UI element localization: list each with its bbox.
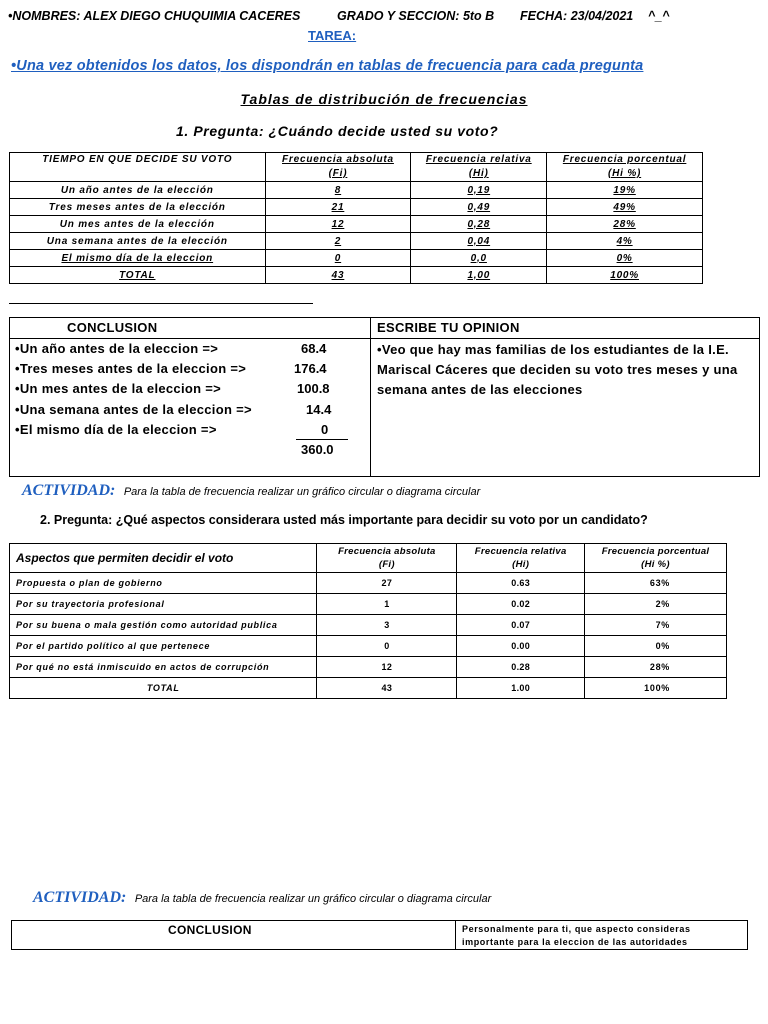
frequency-table-1 — [9, 152, 703, 284]
cell-fi: 0 — [317, 636, 457, 657]
opinion-title: ESCRIBE TU OPINION — [377, 320, 520, 335]
column-divider — [370, 318, 371, 476]
header-cell: Frecuencia porcentual (Hi %) — [547, 153, 703, 182]
frequency-table-2 — [9, 543, 727, 699]
conclusion-item-label: •El mismo día de la eleccion => — [15, 422, 217, 437]
cell-fi: 27 — [317, 573, 457, 594]
conclusion-2-title: CONCLUSION — [168, 923, 252, 937]
row-label: El mismo día de la eleccion — [10, 250, 266, 267]
cell-hi: 1.00 — [457, 678, 585, 699]
table-row — [10, 199, 703, 216]
cell-fi: 2 — [265, 233, 411, 250]
row-label: TOTAL — [10, 267, 266, 284]
conclusion-item-value: 68.4 — [301, 341, 327, 356]
row-label: Por su buena o mala gestión como autoridad publica — [10, 615, 317, 636]
table-total-row — [10, 267, 703, 284]
cell-hi: 0,0 — [411, 250, 547, 267]
conclusion-item-label: •Un año antes de la eleccion => — [15, 341, 219, 356]
row-label: Una semana antes de la elección — [10, 233, 266, 250]
table-row — [10, 573, 727, 594]
cell-hi: 0,49 — [411, 199, 547, 216]
conclusion-item-label: •Un mes antes de la eleccion => — [15, 381, 222, 396]
cell-pct: 100% — [547, 267, 703, 284]
date: FECHA: 23/04/2021 — [520, 9, 634, 23]
table-row — [10, 250, 703, 267]
section-subtitle: Tablas de distribución de frecuencias — [240, 91, 528, 107]
row-label: Por su trayectoria profesional — [10, 594, 317, 615]
cell-fi: 8 — [265, 182, 411, 199]
table-row — [10, 636, 727, 657]
cell-pct: 28% — [547, 216, 703, 233]
cell-hi: 0,04 — [411, 233, 547, 250]
row-label: Por qué no está inmiscuido en actos de corrupción — [10, 657, 317, 678]
cell-fi: 12 — [265, 216, 411, 233]
activity-label: ACTIVIDAD: — [22, 482, 116, 499]
student-name: •NOMBRES: ALEX DIEGO CHUQUIMIA CACERES — [8, 9, 301, 23]
conclusion-item-value: 14.4 — [306, 402, 332, 417]
cell-hi: 0,28 — [411, 216, 547, 233]
header-cell: Frecuencia absoluta (Fi) — [265, 153, 411, 182]
cell-pct: 63% — [585, 573, 727, 594]
cell-pct: 100% — [585, 678, 727, 699]
cell-fi: 3 — [317, 615, 457, 636]
cell-fi: 1 — [317, 594, 457, 615]
cell-pct: 0% — [547, 250, 703, 267]
row-label: Un año antes de la elección — [10, 182, 266, 199]
activity-text: Para la tabla de frecuencia realizar un gráfico circular o diagrama circular — [134, 893, 492, 905]
conclusion-total: 360.0 — [301, 442, 334, 457]
row-label: Un mes antes de la elección — [10, 216, 266, 233]
conclusion-item-label: •Una semana antes de la eleccion => — [15, 402, 252, 417]
table-row — [10, 233, 703, 250]
table-row — [10, 594, 727, 615]
cell-hi: 1,00 — [411, 267, 547, 284]
conclusion-box-2 — [11, 920, 748, 950]
column-divider — [455, 921, 456, 949]
table-total-row — [10, 678, 727, 699]
conclusion-item-label: •Tres meses antes de la eleccion => — [15, 361, 247, 376]
cell-hi: 0,19 — [411, 182, 547, 199]
activity-1 — [22, 482, 480, 500]
row-label: Propuesta o plan de gobierno — [10, 573, 317, 594]
activity-text: Para la tabla de frecuencia realizar un gráfico circular o diagrama circular — [123, 486, 481, 498]
conclusion-opinion-box — [9, 317, 760, 477]
question-1: 1. Pregunta: ¿Cuándo decide usted su voto? — [176, 123, 499, 139]
cell-pct: 4% — [547, 233, 703, 250]
cell-pct: 2% — [585, 594, 727, 615]
header-cell: TIEMPO EN QUE DECIDE SU VOTO — [10, 153, 266, 182]
header-cell: Frecuencia relativa (Hi) — [411, 153, 547, 182]
sum-line — [296, 439, 348, 440]
cell-hi: 0.00 — [457, 636, 585, 657]
cell-fi: 43 — [265, 267, 411, 284]
table-header-row — [10, 153, 703, 182]
instruction-text: •Una vez obtenidos los datos, los dispondrán en tablas de frecuencia para cada pregunta — [11, 58, 644, 74]
cell-fi: 12 — [317, 657, 457, 678]
cell-pct: 49% — [547, 199, 703, 216]
row-label: TOTAL — [10, 678, 317, 699]
activity-label: ACTIVIDAD: — [33, 889, 127, 906]
question-2: 2. Pregunta: ¿Qué aspectos considerara usted más importante para decidir su voto por un candidato? — [40, 513, 648, 527]
conclusion-item-value: 0 — [321, 422, 329, 437]
cell-fi: 21 — [265, 199, 411, 216]
cell-hi: 0.28 — [457, 657, 585, 678]
tarea-label: TAREA: — [308, 28, 357, 43]
grade-section: GRADO Y SECCION: 5to B — [337, 9, 495, 23]
table-header-row — [10, 544, 727, 573]
cell-pct: 19% — [547, 182, 703, 199]
header-divider — [10, 338, 759, 339]
opinion-text: •Veo que hay mas familias de los estudiantes de la I.E. Mariscal Cáceres que deciden su voto tres meses y una semana antes de las elecciones — [377, 342, 738, 397]
divider — [9, 303, 313, 304]
header-cell: Frecuencia porcentual (Hi %) — [585, 544, 727, 573]
header-cell: Frecuencia relativa (Hi) — [457, 544, 585, 573]
conclusion-title: CONCLUSION — [67, 320, 158, 335]
table-row — [10, 615, 727, 636]
emoticon: ^_^ — [648, 9, 670, 23]
table-row — [10, 182, 703, 199]
cell-pct: 7% — [585, 615, 727, 636]
conclusion-item-value: 176.4 — [294, 361, 327, 376]
cell-hi: 0.07 — [457, 615, 585, 636]
table-row — [10, 657, 727, 678]
table-row — [10, 216, 703, 233]
cell-fi: 43 — [317, 678, 457, 699]
cell-hi: 0.63 — [457, 573, 585, 594]
row-label: Por el partido político al que pertenece — [10, 636, 317, 657]
header-cell: Frecuencia absoluta (Fi) — [317, 544, 457, 573]
conclusion-2-prompt: Personalmente para ti, que aspecto consideras importante para la eleccion de las autoridades — [462, 924, 691, 947]
activity-2 — [33, 889, 491, 907]
cell-pct: 28% — [585, 657, 727, 678]
row-label: Tres meses antes de la elección — [10, 199, 266, 216]
header-cell: Aspectos que permiten decidir el voto — [10, 544, 317, 573]
cell-fi: 0 — [265, 250, 411, 267]
cell-hi: 0.02 — [457, 594, 585, 615]
conclusion-item-value: 100.8 — [297, 381, 330, 396]
cell-pct: 0% — [585, 636, 727, 657]
